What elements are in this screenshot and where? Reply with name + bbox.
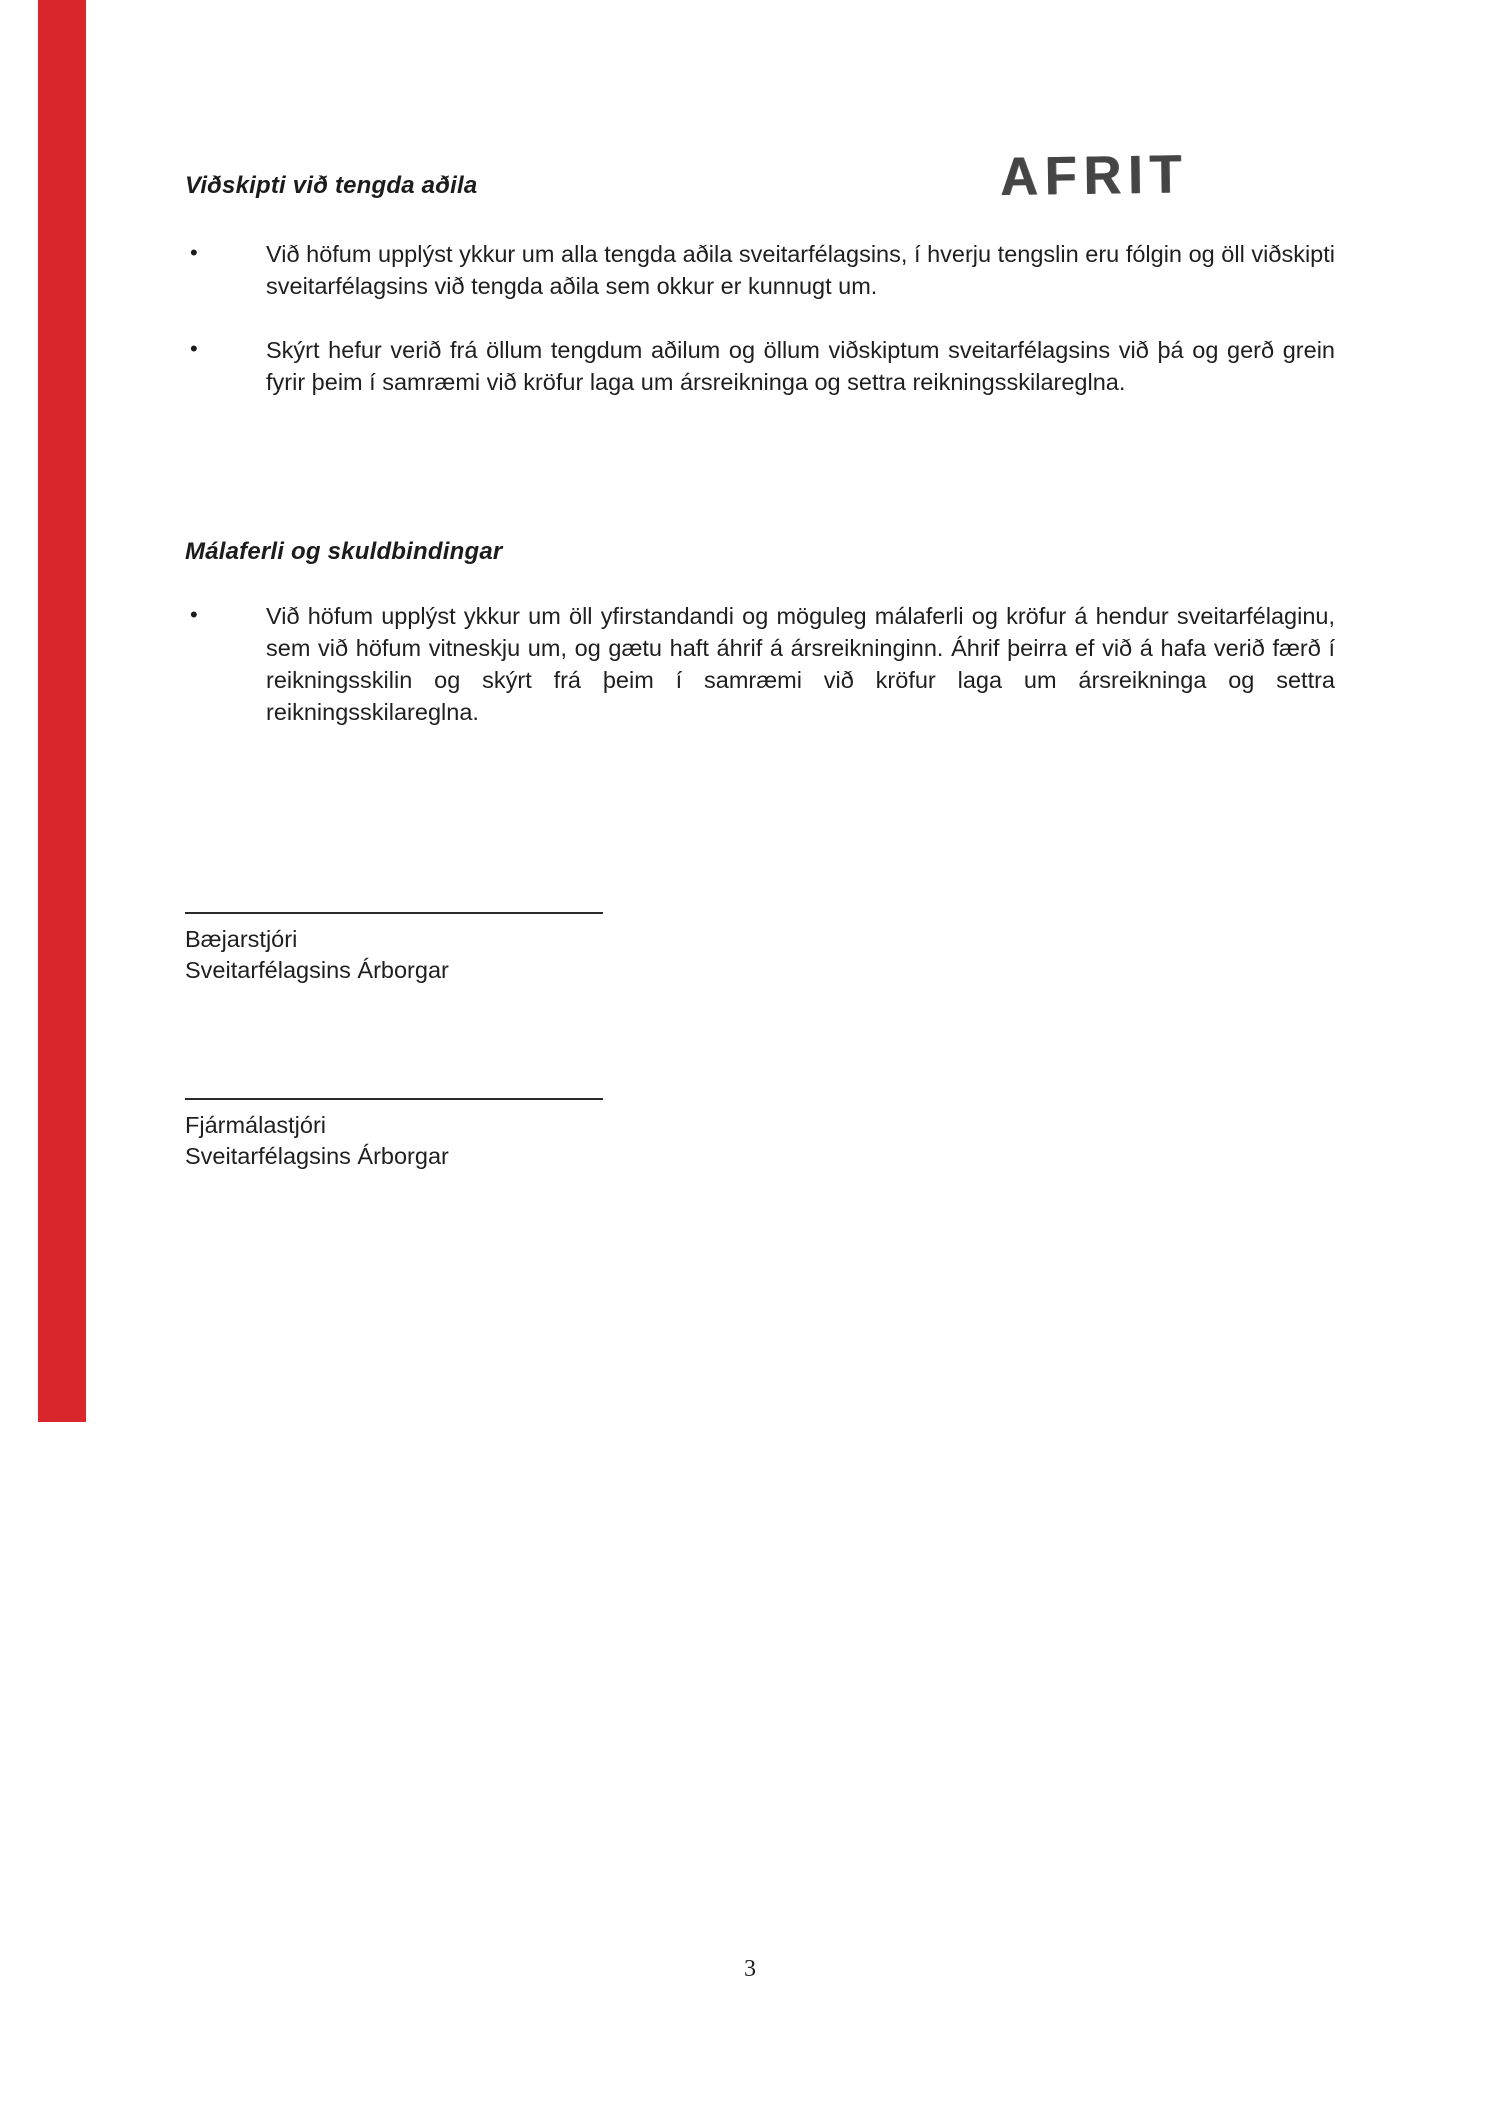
signature-title: Bæjarstjóri (185, 926, 298, 952)
bullet-text: Skýrt hefur verið frá öllum tengdum aðilum og öllum viðskiptum sveitarfélagsins við þá og gerð grein fyrir þeim í samræmi við kröfur laga um ársreikninga og settra reikningsskilareglna. (266, 337, 1335, 395)
list-item (190, 600, 1335, 728)
bullet-text: Við höfum upplýst ykkur um öll yfirstandandi og möguleg málaferli og kröfur á hendur sveitarfélaginu, sem við höfum vitneskju um, og gætu haft áhrif á ársreikninginn. Áhrif þeirra ef við á hafa verið færð í reikningsskilin og skýrt frá þeim í samræmi við kröfur laga um ársreikninga og settra reikningsskilareglna. (266, 603, 1335, 725)
signature-org: Sveitarfélagsins Árborgar (185, 957, 449, 983)
signature-block-mayor (185, 912, 615, 986)
signature-line (185, 1098, 603, 1100)
page-number: 3 (744, 1956, 756, 1982)
red-binder-edge (38, 0, 86, 1422)
afrit-stamp: AFRIT (999, 144, 1189, 208)
signature-line (185, 912, 603, 914)
list-item (190, 334, 1335, 398)
section-heading-malaferli: Málaferli og skuldbindingar (185, 538, 503, 565)
bullet-icon: • (190, 336, 198, 361)
section-heading-vidskipti: Viðskipti við tengda aðila (185, 172, 478, 199)
bullet-text: Við höfum upplýst ykkur um alla tengda aðila sveitarfélagsins, í hverju tengslin eru fólgin og öll viðskipti sveitarfélagsins við tengda aðila sem okkur er kunnugt um. (266, 241, 1335, 299)
bullet-icon: • (190, 240, 198, 265)
signature-block-cfo (185, 1098, 615, 1172)
list-item (190, 238, 1335, 302)
signature-title: Fjármálastjóri (185, 1112, 327, 1138)
bullet-icon: • (190, 602, 198, 627)
signature-org: Sveitarfélagsins Árborgar (185, 1143, 449, 1169)
